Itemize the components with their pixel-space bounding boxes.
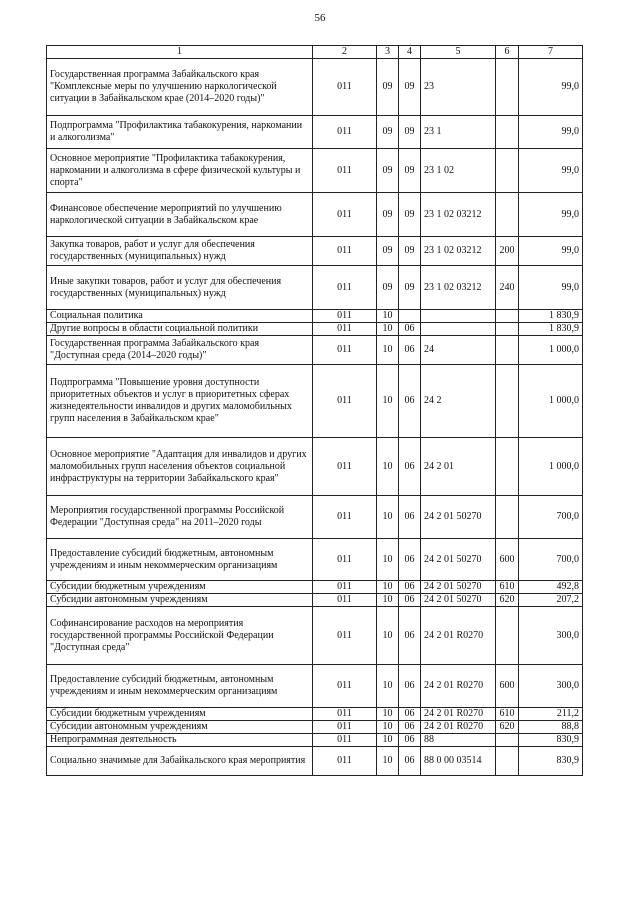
row-code-3: 10: [377, 365, 399, 438]
table-row: [47, 496, 583, 539]
table-row: [47, 734, 583, 747]
row-code-2: 011: [313, 747, 377, 776]
row-amount: 88,8: [519, 721, 583, 734]
row-code-2: 011: [313, 323, 377, 336]
row-code-5: 24 2 01: [421, 438, 496, 496]
row-code-6: [496, 116, 519, 149]
row-code-5: 24 2 01 50270: [421, 594, 496, 607]
row-code-4: [399, 310, 421, 323]
table-row: [47, 438, 583, 496]
table-row: [47, 539, 583, 581]
row-code-3: 09: [377, 59, 399, 116]
row-code-6: [496, 747, 519, 776]
row-amount: 492,8: [519, 581, 583, 594]
row-name: Мероприятия государственной программы Российской Федерации "Доступная среда" на 2011–2020 годы: [47, 496, 313, 539]
row-code-5: 23: [421, 59, 496, 116]
row-code-3: 10: [377, 581, 399, 594]
row-name: Государственная программа Забайкальского края "Комплексные меры по улучшению наркологической ситуации в Забайкальском крае (2014–2020 годы)": [47, 59, 313, 116]
row-code-6: 600: [496, 665, 519, 708]
row-code-3: 09: [377, 193, 399, 237]
row-code-3: 10: [377, 323, 399, 336]
column-header: 6: [496, 46, 519, 59]
table-row: [47, 116, 583, 149]
row-code-4: 09: [399, 237, 421, 266]
row-code-2: 011: [313, 365, 377, 438]
row-code-4: 09: [399, 266, 421, 310]
row-amount: 99,0: [519, 149, 583, 193]
row-name: Предоставление субсидий бюджетным, автономным учреждениям и иным некоммерческим организациям: [47, 665, 313, 708]
table-row: [47, 237, 583, 266]
table-row: [47, 594, 583, 607]
budget-table: [46, 45, 583, 776]
row-code-6: [496, 496, 519, 539]
row-code-5: 24 2 01 R0270: [421, 708, 496, 721]
table-row: [47, 581, 583, 594]
row-amount: 830,9: [519, 734, 583, 747]
row-code-4: 06: [399, 539, 421, 581]
row-name: Софинансирование расходов на мероприятия государственной программы Российской Федерации "Доступная среда": [47, 607, 313, 665]
row-amount: 99,0: [519, 116, 583, 149]
table-row: [47, 59, 583, 116]
table-row: [47, 336, 583, 365]
row-code-6: [496, 149, 519, 193]
row-name: Социальная политика: [47, 310, 313, 323]
table-row: [47, 193, 583, 237]
row-code-4: 06: [399, 734, 421, 747]
row-amount: 99,0: [519, 193, 583, 237]
row-code-2: 011: [313, 581, 377, 594]
row-code-4: 06: [399, 747, 421, 776]
row-code-4: 09: [399, 149, 421, 193]
row-amount: 300,0: [519, 665, 583, 708]
table-row: [47, 747, 583, 776]
row-code-5: [421, 310, 496, 323]
row-code-5: 23 1 02 03212: [421, 193, 496, 237]
row-code-2: 011: [313, 539, 377, 581]
row-code-5: 23 1 02 03212: [421, 237, 496, 266]
row-name: Предоставление субсидий бюджетным, автономным учреждениям и иным некоммерческим организациям: [47, 539, 313, 581]
row-code-6: 200: [496, 237, 519, 266]
row-name: Государственная программа Забайкальского края "Доступная среда (2014–2020 годы)": [47, 336, 313, 365]
row-code-4: 06: [399, 336, 421, 365]
row-code-3: 10: [377, 607, 399, 665]
row-code-6: 240: [496, 266, 519, 310]
row-amount: 300,0: [519, 607, 583, 665]
table-row: [47, 149, 583, 193]
row-code-3: 10: [377, 310, 399, 323]
table-row: [47, 323, 583, 336]
row-code-4: 06: [399, 708, 421, 721]
row-code-6: [496, 323, 519, 336]
row-code-4: 06: [399, 581, 421, 594]
row-code-5: 24 2 01 R0270: [421, 607, 496, 665]
row-code-3: 10: [377, 336, 399, 365]
row-amount: 211,2: [519, 708, 583, 721]
table-row: [47, 266, 583, 310]
row-code-4: 09: [399, 59, 421, 116]
row-name: Основное мероприятие "Профилактика табакокурения, наркомании и алкоголизма в сфере физической культуры и спорта": [47, 149, 313, 193]
row-code-4: 06: [399, 665, 421, 708]
table-row: [47, 721, 583, 734]
row-code-3: 09: [377, 237, 399, 266]
row-code-4: 09: [399, 193, 421, 237]
row-code-4: 06: [399, 594, 421, 607]
row-code-5: 24 2: [421, 365, 496, 438]
row-code-5: 24 2 01 50270: [421, 581, 496, 594]
row-code-2: 011: [313, 496, 377, 539]
row-code-2: 011: [313, 438, 377, 496]
row-code-4: 09: [399, 116, 421, 149]
row-code-6: [496, 193, 519, 237]
row-amount: 99,0: [519, 237, 583, 266]
row-amount: 830,9: [519, 747, 583, 776]
table-row: [47, 607, 583, 665]
row-code-6: [496, 310, 519, 323]
table-row: [47, 365, 583, 438]
table-row: [47, 665, 583, 708]
row-code-5: 23 1 02 03212: [421, 266, 496, 310]
row-code-2: 011: [313, 266, 377, 310]
row-code-6: [496, 59, 519, 116]
row-name: Основное мероприятие "Адаптация для инвалидов и других маломобильных групп населения объектов социальной инфраструктуры на территории Забайкальского края": [47, 438, 313, 496]
row-code-6: 620: [496, 721, 519, 734]
row-name: Другие вопросы в области социальной политики: [47, 323, 313, 336]
row-code-2: 011: [313, 149, 377, 193]
row-code-5: 23 1 02: [421, 149, 496, 193]
row-code-2: 011: [313, 721, 377, 734]
row-code-2: 011: [313, 310, 377, 323]
row-amount: 1 830,9: [519, 323, 583, 336]
row-code-3: 10: [377, 539, 399, 581]
row-code-5: 24 2 01 50270: [421, 496, 496, 539]
row-code-4: 06: [399, 323, 421, 336]
row-code-2: 011: [313, 336, 377, 365]
table-row: [47, 310, 583, 323]
row-name: Финансовое обеспечение мероприятий по улучшению наркологической ситуации в Забайкальском крае: [47, 193, 313, 237]
row-amount: 1 000,0: [519, 336, 583, 365]
row-code-3: 10: [377, 438, 399, 496]
row-name: Непрограммная деятельность: [47, 734, 313, 747]
row-code-3: 10: [377, 496, 399, 539]
row-amount: 1 000,0: [519, 438, 583, 496]
row-name: Иные закупки товаров, работ и услуг для обеспечения государственных (муниципальных) нужд: [47, 266, 313, 310]
row-name: Субсидии бюджетным учреждениям: [47, 708, 313, 721]
column-header: 7: [519, 46, 583, 59]
row-code-4: 06: [399, 438, 421, 496]
row-code-2: 011: [313, 708, 377, 721]
row-name: Субсидии бюджетным учреждениям: [47, 581, 313, 594]
row-code-3: 10: [377, 734, 399, 747]
row-name: Субсидии автономным учреждениям: [47, 594, 313, 607]
row-code-6: 610: [496, 581, 519, 594]
row-code-4: 06: [399, 365, 421, 438]
row-code-3: 09: [377, 116, 399, 149]
row-name: Подпрограмма "Профилактика табакокурения, наркомании и алкоголизма": [47, 116, 313, 149]
row-code-2: 011: [313, 734, 377, 747]
header-row: [47, 46, 583, 59]
row-amount: 1 000,0: [519, 365, 583, 438]
row-amount: 700,0: [519, 496, 583, 539]
row-code-2: 011: [313, 193, 377, 237]
row-code-5: [421, 323, 496, 336]
row-code-3: 10: [377, 594, 399, 607]
table-row: [47, 708, 583, 721]
row-code-2: 011: [313, 665, 377, 708]
row-code-5: 24 2 01 R0270: [421, 721, 496, 734]
row-code-3: 10: [377, 708, 399, 721]
row-code-4: 06: [399, 721, 421, 734]
page-number: 56: [314, 12, 326, 24]
row-code-5: 24: [421, 336, 496, 365]
row-code-2: 011: [313, 237, 377, 266]
column-header: 1: [47, 46, 313, 59]
row-amount: 1 830,9: [519, 310, 583, 323]
row-code-6: 620: [496, 594, 519, 607]
row-code-5: 88 0 00 03514: [421, 747, 496, 776]
row-amount: 207,2: [519, 594, 583, 607]
row-code-2: 011: [313, 607, 377, 665]
column-header: 2: [313, 46, 377, 59]
row-code-3: 09: [377, 149, 399, 193]
row-name: Социально значимые для Забайкальского края мероприятия: [47, 747, 313, 776]
row-code-5: 88: [421, 734, 496, 747]
row-code-5: 24 2 01 50270: [421, 539, 496, 581]
row-name: Подпрограмма "Повышение уровня доступности приоритетных объектов и услуг в приоритетных сферах жизнедеятельности инвалидов и других маломобильных групп населения в Забайкальском крае": [47, 365, 313, 438]
row-code-3: 09: [377, 266, 399, 310]
row-code-3: 10: [377, 665, 399, 708]
row-code-2: 011: [313, 594, 377, 607]
row-amount: 700,0: [519, 539, 583, 581]
row-code-6: [496, 438, 519, 496]
row-code-3: 10: [377, 747, 399, 776]
row-code-6: [496, 734, 519, 747]
row-code-6: 600: [496, 539, 519, 581]
row-code-6: 610: [496, 708, 519, 721]
column-header: 4: [399, 46, 421, 59]
column-header: 3: [377, 46, 399, 59]
row-code-6: [496, 336, 519, 365]
row-code-2: 011: [313, 59, 377, 116]
row-name: Субсидии автономным учреждениям: [47, 721, 313, 734]
row-code-5: 23 1: [421, 116, 496, 149]
row-code-4: 06: [399, 496, 421, 539]
row-amount: 99,0: [519, 59, 583, 116]
row-code-3: 10: [377, 721, 399, 734]
row-code-4: 06: [399, 607, 421, 665]
row-name: Закупка товаров, работ и услуг для обеспечения государственных (муниципальных) нужд: [47, 237, 313, 266]
row-code-6: [496, 607, 519, 665]
row-amount: 99,0: [519, 266, 583, 310]
column-header: 5: [421, 46, 496, 59]
row-code-2: 011: [313, 116, 377, 149]
row-code-6: [496, 365, 519, 438]
row-code-5: 24 2 01 R0270: [421, 665, 496, 708]
